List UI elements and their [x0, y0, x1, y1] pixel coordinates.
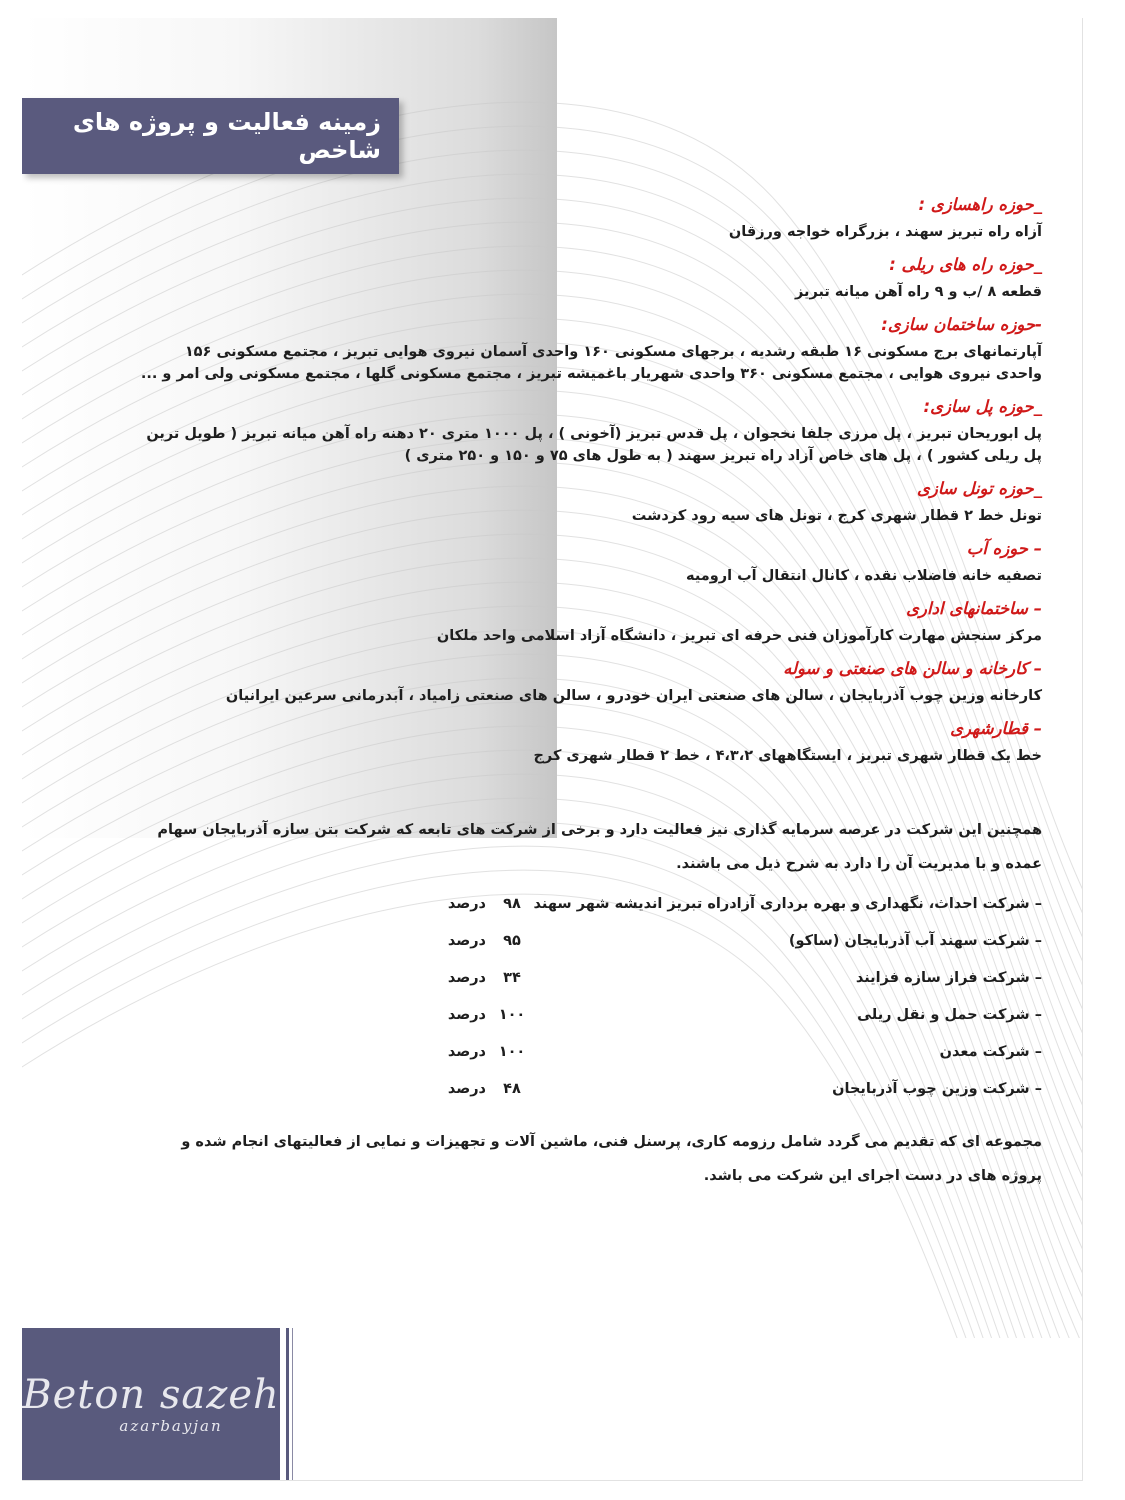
section-text: خط یک قطار شهری تبریز ، ایستگاههای ۴،۳،۲ ، خط ۲ قطار شهری کرج	[533, 748, 1042, 764]
footer-divider-thin	[292, 1328, 293, 1480]
activity-section	[137, 657, 1042, 707]
holding-unit: درصد	[447, 932, 486, 949]
holding-percent: ۹۵	[503, 932, 521, 949]
investment-intro: همچنین این شرکت در عرصه سرمایه گذاری نیز فعالیت دارد و برخی از شرکت های تابعه که شرکت بتن سازه آذربایجان سهام عمده و با مدیریت آن را دارد به شرح ذیل می باشند.	[157, 822, 1042, 872]
holding-percent: ۹۸	[503, 895, 521, 912]
holding-name: – شرکت حمل و نقل ریلی	[857, 1006, 1042, 1023]
activity-section	[137, 253, 1042, 303]
holding-percent: ۱۰۰	[498, 1006, 526, 1023]
section-title: – کارخانه و سالن های صنعتی و سوله	[783, 659, 1042, 678]
section-title: – قطارشهری	[950, 719, 1042, 738]
holding-name: – شرکت فراز سازه فزایند	[855, 969, 1042, 986]
logo-sub-text: azarbayjan	[119, 1417, 223, 1435]
holding-row	[137, 996, 1042, 1033]
holding-unit: درصد	[447, 1080, 486, 1097]
activity-sections	[137, 193, 1042, 767]
holding-unit: درصد	[447, 895, 486, 912]
activity-section	[137, 395, 1042, 467]
holding-row	[137, 922, 1042, 959]
holding-unit: درصد	[447, 1043, 486, 1060]
holdings-list	[137, 885, 1042, 1107]
section-title: _حوزه راهسازی :	[918, 195, 1042, 214]
holding-name: – شرکت سهند آب آذربایجان (ساکو)	[788, 932, 1042, 949]
section-text: کارخانه وزین چوب آذربایجان ، سالن های صنعتی ایران خودرو ، سالن های صنعتی زامیاد ، آبدرمانی سرعین ایرانیان	[225, 688, 1042, 704]
section-title: _حوزه پل سازی:	[923, 397, 1042, 416]
section-text: آزاه راه تبریز سهند ، بزرگراه خواجه ورزقان	[728, 224, 1042, 240]
holding-unit: درصد	[447, 1006, 486, 1023]
closing-paragraph: مجموعه ای که تقدیم می گردد شامل رزومه کاری، پرسنل فنی، ماشین آلات و تجهیزات و نمایی از فعالیتهای انجام شده و پروژه های در دست اجرای این شرکت می باشد.	[181, 1134, 1042, 1184]
holding-name: – شرکت وزین چوب آذربایجان	[832, 1080, 1042, 1097]
section-title: _حوزه راه های ریلی :	[889, 255, 1042, 274]
section-text: تونل خط ۲ قطار شهری کرج ، تونل های سیه رود کردشت	[631, 508, 1042, 524]
logo-main-text: Beton sazeh	[22, 1372, 280, 1418]
holding-unit: درصد	[447, 969, 486, 986]
holding-percent: ۴۸	[503, 1080, 521, 1097]
activity-section	[137, 717, 1042, 767]
section-text: پل ابوریحان تبریز ، پل مرزی جلفا نخجوان ، پل قدس تبریز (آخونی ) ، پل ۱۰۰۰ متری ۲۰ دهنه راه آهن میانه تبریز ( طویل ترین پل ریلی کشور ) ، پل های خاص آزاد راه تبریز سهند ( به طول های ۷۵ و ۱۵۰ و ۲۵۰ متری )	[146, 426, 1042, 464]
activity-section	[137, 597, 1042, 647]
holding-percent: ۳۴	[503, 969, 521, 986]
holding-row	[137, 1033, 1042, 1070]
section-text: مرکز سنجش مهارت کارآموزان فنی حرفه ای تبریز ، دانشگاه آزاد اسلامی واحد ملکان	[436, 628, 1042, 644]
page-title-box	[22, 98, 399, 174]
document-page	[22, 18, 1083, 1481]
activity-section	[137, 313, 1042, 385]
holding-row	[137, 1070, 1042, 1107]
holding-row	[137, 959, 1042, 996]
company-logo	[22, 1328, 280, 1480]
holding-row	[137, 885, 1042, 922]
holding-name: – شرکت احداث، نگهداری و بهره برداری آزادراه تبریز اندیشه شهر سهند	[533, 895, 1042, 912]
section-text: تصفیه خانه فاضلاب نقده ، کانال انتقال آب ارومیه	[686, 568, 1042, 584]
footer-divider	[286, 1328, 289, 1480]
holding-percent: ۱۰۰	[498, 1043, 526, 1060]
activity-section	[137, 193, 1042, 243]
section-title: – حوزه آب	[966, 539, 1042, 558]
activity-section	[137, 537, 1042, 587]
content-area	[137, 193, 1042, 1193]
activity-section	[137, 477, 1042, 527]
section-text: قطعه ۸ /ب و ۹ راه آهن میانه تبریز	[795, 284, 1042, 300]
holding-name: – شرکت معدن	[939, 1043, 1042, 1060]
page-title: زمینه فعالیت و پروژه های شاخص	[72, 108, 381, 164]
section-title: – ساختمانهای اداری	[906, 599, 1042, 618]
section-title: _حوزه تونل سازی	[916, 479, 1042, 498]
section-title: -حوزه ساختمان سازی:	[881, 315, 1042, 334]
section-text: آپارتمانهای برج مسکونی ۱۶ طبقه رشدیه ، برجهای مسکونی ۱۶۰ واحدی آسمان نیروی هوایی تبریز ، مجتمع مسکونی ۱۵۶ واحدی نیروی هوایی ، مجتمع مسکونی ۳۶۰ واحدی شهریار باغمیشه تبریز ، مجتمع مسکونی گلها ، مجتمع مسکونی ولی امر و ...	[140, 344, 1042, 382]
